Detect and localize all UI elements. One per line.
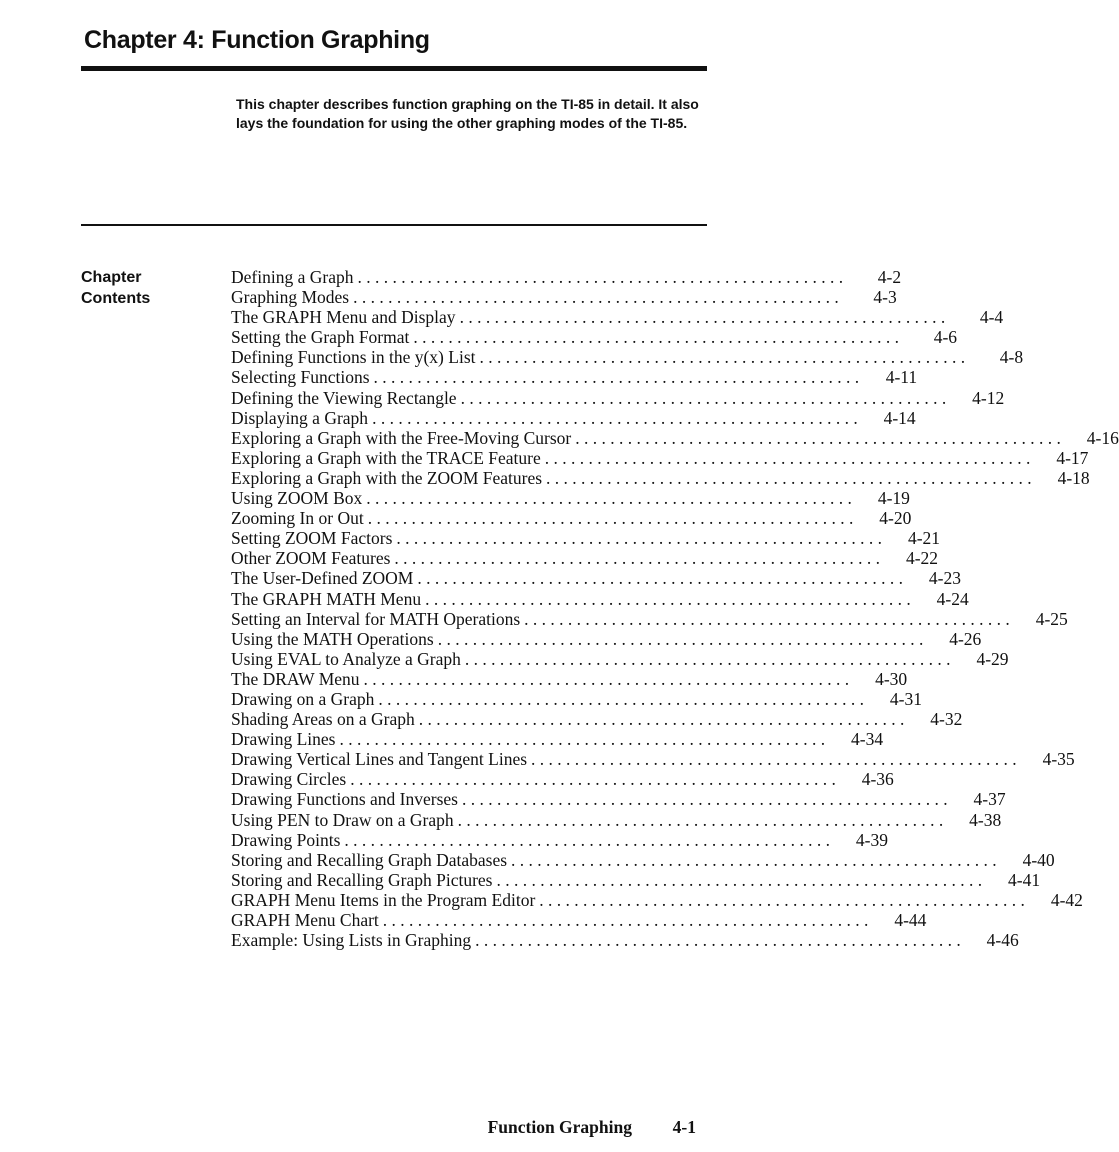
toc-leader-dots	[458, 810, 944, 830]
toc-entry-title: Drawing Circles	[231, 769, 347, 790]
side-label-line1: Chapter	[81, 269, 142, 286]
toc-leader-dots	[374, 367, 860, 387]
toc-entry-title: The GRAPH MATH Menu	[231, 588, 422, 609]
toc-entry-title: Shading Areas on a Graph	[231, 709, 415, 730]
toc-entry-page: 4-21	[907, 528, 941, 549]
toc-entry-page: 4-42	[1050, 889, 1083, 910]
toc-entry-title: Setting the Graph Format	[231, 327, 410, 348]
toc-leader-dots	[531, 749, 1017, 769]
toc-leader-dots	[575, 428, 1061, 448]
toc-leader-dots	[425, 589, 911, 609]
toc-entry-title: Selecting Functions	[231, 367, 370, 388]
toc-entry-title: Using ZOOM Box	[231, 488, 363, 509]
toc-entry-page: 4-23	[928, 568, 961, 589]
toc-entry[interactable]	[231, 488, 910, 509]
table-of-contents	[231, 267, 1119, 951]
toc-leader-dots	[461, 388, 947, 408]
toc-leader-dots	[413, 327, 899, 347]
toc-entry-page: 4-40	[1022, 849, 1055, 870]
toc-leader-dots	[378, 689, 864, 709]
toc-leader-dots	[394, 548, 880, 568]
toc-entry-page: 4-19	[877, 488, 910, 509]
toc-entry[interactable]	[231, 347, 1024, 368]
side-label-line2: Contents	[81, 290, 151, 307]
toc-entry-title: Defining the Viewing Rectangle	[231, 387, 457, 408]
toc-entry[interactable]	[231, 528, 941, 549]
toc-entry[interactable]	[231, 608, 1068, 629]
toc-entry[interactable]	[231, 427, 1119, 448]
toc-entry[interactable]	[231, 548, 939, 569]
toc-entry-page: 4-2	[877, 267, 902, 287]
toc-entry-title: Other ZOOM Features	[231, 548, 391, 569]
toc-leader-dots	[364, 669, 850, 689]
toc-entry-title: Defining Functions in the y(x) List	[231, 347, 476, 368]
toc-leader-dots	[438, 629, 924, 649]
toc-entry-title: The User-Defined ZOOM	[231, 568, 414, 589]
toc-entry-page: 4-46	[986, 930, 1019, 951]
toc-entry-page: 4-14	[883, 407, 916, 428]
toc-entry[interactable]	[231, 709, 963, 730]
toc-entry-title: Using PEN to Draw on a Graph	[231, 809, 454, 830]
toc-leader-dots	[524, 609, 1010, 629]
toc-leader-dots	[340, 729, 826, 749]
toc-entry-page: 4-17	[1056, 447, 1089, 468]
toc-entry[interactable]	[231, 287, 897, 308]
toc-entry-page: 4-16	[1086, 427, 1119, 448]
toc-entry-title: GRAPH Menu Items in the Program Editor	[231, 889, 536, 910]
toc-entry-title: The DRAW Menu	[231, 668, 360, 689]
toc-entry-page: 4-8	[999, 347, 1024, 368]
toc-entry-title: Drawing Points	[231, 829, 341, 850]
toc-entry-page: 4-38	[969, 809, 1002, 830]
toc-entry-page: 4-31	[889, 688, 922, 709]
chapter-contents-label	[81, 267, 201, 309]
toc-entry-page: 4-6	[933, 327, 958, 348]
toc-entry-page: 4-12	[972, 387, 1005, 408]
footer-page-number: 4-1	[672, 1117, 696, 1137]
toc-leader-dots	[545, 448, 1031, 468]
toc-entry-title: The GRAPH Menu and Display	[231, 307, 456, 328]
toc-entry-page: 4-4	[979, 307, 1004, 328]
toc-leader-dots	[475, 930, 961, 950]
toc-entry[interactable]	[231, 930, 1019, 951]
toc-entry-title: Setting ZOOM Factors	[231, 528, 393, 549]
toc-leader-dots	[546, 468, 1032, 488]
toc-entry-page: 4-37	[973, 789, 1006, 810]
toc-entry-title: Drawing Functions and Inverses	[231, 789, 458, 810]
toc-entry-title: Storing and Recalling Graph Databases	[231, 849, 508, 870]
toc-entry-title: Using EVAL to Analyze a Graph	[231, 648, 461, 669]
toc-leader-dots	[344, 830, 830, 850]
toc-entry[interactable]	[231, 467, 1090, 488]
toc-leader-dots	[350, 769, 836, 789]
toc-entry[interactable]	[231, 387, 1005, 408]
toc-entry[interactable]	[231, 407, 916, 428]
toc-leader-dots	[511, 850, 997, 870]
toc-entry[interactable]	[231, 829, 888, 850]
toc-entry[interactable]	[231, 668, 908, 689]
toc-entry-title: Exploring a Graph with the ZOOM Features	[231, 467, 543, 488]
toc-entry[interactable]	[231, 568, 961, 589]
toc-entry[interactable]	[231, 789, 1006, 810]
toc-entry-page: 4-41	[1008, 869, 1041, 890]
toc-entry-page: 4-32	[930, 709, 963, 730]
toc-leader-dots	[357, 267, 843, 287]
toc-leader-dots	[496, 870, 982, 890]
toc-entry[interactable]	[231, 769, 894, 790]
toc-entry-title: Zooming In or Out	[231, 508, 364, 529]
toc-entry-page: 4-34	[851, 729, 884, 750]
toc-entry-page: 4-26	[949, 628, 982, 649]
toc-entry-page: 4-18	[1057, 467, 1090, 488]
toc-entry-title: Defining a Graph	[231, 267, 354, 287]
toc-entry-page: 4-29	[976, 648, 1009, 669]
toc-entry-page: 4-25	[1035, 608, 1068, 629]
toc-leader-dots	[480, 347, 966, 367]
toc-entry[interactable]	[231, 648, 1009, 669]
toc-entry[interactable]	[231, 910, 927, 930]
toc-entry-title: Exploring a Graph with the Free-Moving Cursor	[231, 427, 572, 448]
toc-entry-title: Drawing Lines	[231, 729, 336, 750]
toc-entry-title: Displaying a Graph	[231, 407, 369, 428]
toc-entry[interactable]	[231, 628, 982, 649]
toc-leader-dots	[462, 789, 948, 809]
toc-entry-title: Drawing on a Graph	[231, 688, 375, 709]
toc-entry-title: Graphing Modes	[231, 287, 350, 308]
toc-entry[interactable]	[231, 809, 1002, 830]
toc-leader-dots	[368, 508, 854, 528]
toc-entry-title: Drawing Vertical Lines and Tangent Lines	[231, 749, 528, 770]
toc-entry-page: 4-22	[905, 548, 939, 569]
toc-entry[interactable]	[231, 267, 902, 287]
toc-entry[interactable]	[231, 588, 969, 609]
toc-leader-dots	[419, 709, 905, 729]
toc-entry[interactable]	[231, 889, 1083, 910]
toc-leader-dots	[353, 287, 839, 307]
toc-leader-dots	[539, 890, 1025, 910]
toc-entry-title: Exploring a Graph with the TRACE Feature	[231, 447, 541, 468]
header-rule	[81, 66, 707, 71]
toc-entry[interactable]	[231, 729, 884, 750]
chapter-intro: This chapter describes function graphing on the TI-85 in detail. It also lays the foundation for using the other graphing modes of the TI-85.	[236, 96, 699, 131]
toc-entry[interactable]	[231, 688, 922, 709]
toc-entry-title: Setting an Interval for MATH Operations	[231, 608, 521, 629]
toc-entry-title: GRAPH Menu Chart	[231, 910, 379, 930]
toc-entry[interactable]	[231, 367, 918, 388]
toc-leader-dots	[460, 307, 946, 327]
toc-entry[interactable]	[231, 327, 958, 348]
toc-entry-page: 4-44	[894, 910, 927, 930]
toc-entry-page: 4-35	[1042, 749, 1075, 770]
toc-entry[interactable]	[231, 508, 912, 529]
section-rule	[81, 224, 707, 226]
toc-entry-title: Example: Using Lists in Graphing	[231, 930, 472, 951]
toc-entry[interactable]	[231, 447, 1089, 468]
toc-entry-page: 4-20	[879, 508, 912, 529]
toc-leader-dots	[366, 488, 852, 508]
toc-entry-page: 4-39	[855, 829, 888, 850]
footer-title: Function Graphing	[487, 1117, 632, 1137]
toc-leader-dots	[396, 528, 882, 548]
toc-entry-page: 4-30	[875, 668, 908, 689]
toc-entry-title: Storing and Recalling Graph Pictures	[231, 869, 493, 890]
toc-entry-page: 4-11	[885, 367, 918, 388]
toc-entry[interactable]	[231, 869, 1041, 890]
toc-leader-dots	[383, 910, 869, 930]
toc-leader-dots	[372, 408, 858, 428]
toc-entry[interactable]	[231, 307, 1004, 328]
chapter-title: Chapter 4: Function Graphing	[84, 26, 430, 54]
toc-entry-page: 4-3	[873, 287, 897, 308]
toc-entry-title: Using the MATH Operations	[231, 628, 434, 649]
toc-entry-page: 4-24	[936, 588, 969, 609]
toc-leader-dots	[465, 649, 951, 669]
toc-entry[interactable]	[231, 849, 1055, 870]
toc-entry[interactable]	[231, 749, 1075, 770]
toc-entry-page: 4-36	[861, 769, 894, 790]
toc-leader-dots	[417, 568, 903, 588]
